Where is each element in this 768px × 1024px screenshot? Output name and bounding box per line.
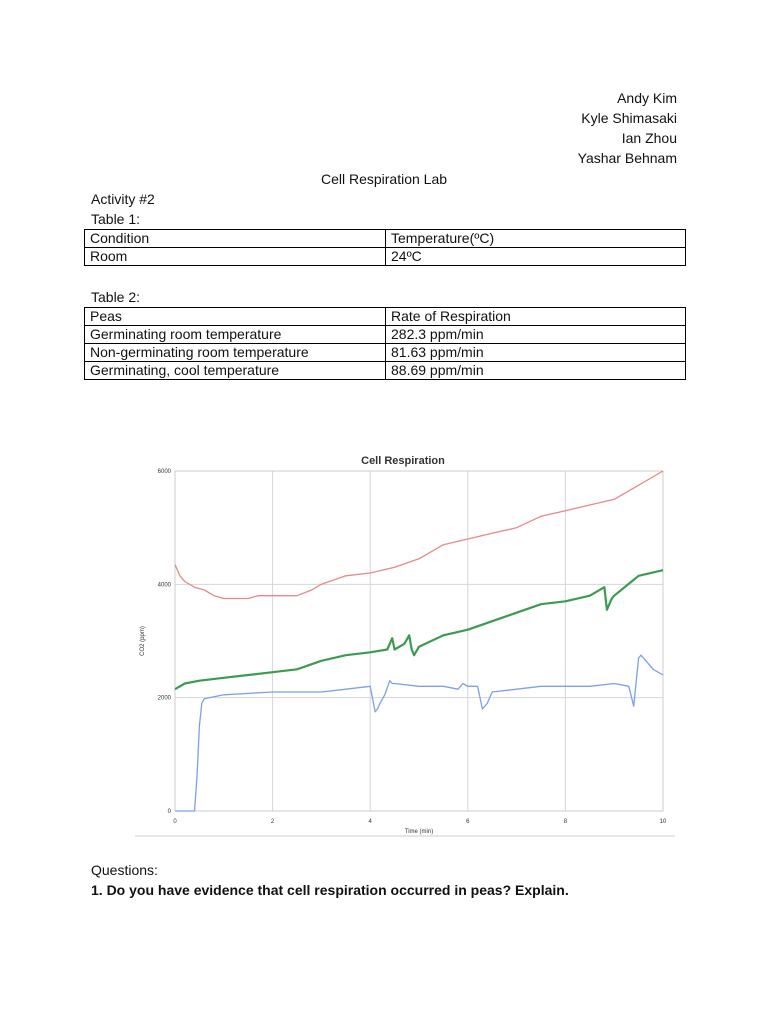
x-tick-label: 10 xyxy=(659,819,667,825)
table-cell: 88.69 ppm/min xyxy=(386,362,686,380)
table-cell: 24ºC xyxy=(386,248,686,266)
series-line-2 xyxy=(175,570,663,689)
series-line-1 xyxy=(175,471,663,599)
y-tick-label: 6000 xyxy=(157,469,171,475)
table-row xyxy=(85,362,686,380)
activity-label: Activity #2 xyxy=(91,191,155,207)
table-cell: Germinating, cool temperature xyxy=(85,362,386,380)
table1-caption: Table 1: xyxy=(91,211,141,227)
table-header-cell: Temperature(ºC) xyxy=(386,230,686,248)
table-header-cell: Peas xyxy=(85,308,386,326)
table-respiration-rate xyxy=(84,307,686,380)
x-tick-label: 8 xyxy=(563,819,568,825)
author-name: Andy Kim xyxy=(617,90,677,106)
table-cell: Room xyxy=(85,248,386,266)
table-row xyxy=(85,326,686,344)
chart-grid xyxy=(175,471,663,811)
table-row xyxy=(85,344,686,362)
y-tick-label: 2000 xyxy=(157,695,171,702)
table-temperature xyxy=(84,229,686,266)
table2-caption: Table 2: xyxy=(91,289,141,305)
author-list xyxy=(578,88,677,168)
table-header-cell: Condition xyxy=(85,230,386,248)
y-tick-label: 4000 xyxy=(157,582,171,589)
table-header-row xyxy=(85,308,686,326)
questions-section xyxy=(91,860,569,900)
x-tick-label: 2 xyxy=(270,819,275,825)
author-name: Kyle Shimasaki xyxy=(581,110,677,126)
series-line-3 xyxy=(175,655,663,811)
y-axis-label: CO2 (ppm) xyxy=(140,626,146,656)
table-header-row xyxy=(85,230,686,248)
questions-heading: Questions: xyxy=(91,862,158,878)
plot-area-frame xyxy=(175,471,663,811)
author-name: Ian Zhou xyxy=(621,130,677,146)
y-tick-label: 0 xyxy=(167,809,171,815)
chart-svg xyxy=(130,446,678,842)
table-cell: Non-germinating room temperature xyxy=(85,344,386,362)
x-tick-label: 0 xyxy=(173,819,177,825)
lab-title: Cell Respiration Lab xyxy=(320,171,448,187)
x-tick-label: 6 xyxy=(466,819,470,825)
question-1: 1. Do you have evidence that cell respiration occurred in peas? Explain. xyxy=(91,882,569,898)
table-header-cell: Rate of Respiration xyxy=(386,308,686,326)
author-name: Yashar Behnam xyxy=(577,150,677,166)
table-cell: Germinating room temperature xyxy=(85,326,386,344)
table-cell: 282.3 ppm/min xyxy=(386,326,686,344)
table-cell: 81.63 ppm/min xyxy=(386,344,686,362)
x-tick-label: 4 xyxy=(368,819,372,825)
table-row xyxy=(85,248,686,266)
cell-respiration-chart xyxy=(130,446,678,842)
x-axis-label: Time (min) xyxy=(404,829,434,835)
chart-title: Cell Respiration xyxy=(361,455,445,467)
chart-series xyxy=(175,471,663,811)
